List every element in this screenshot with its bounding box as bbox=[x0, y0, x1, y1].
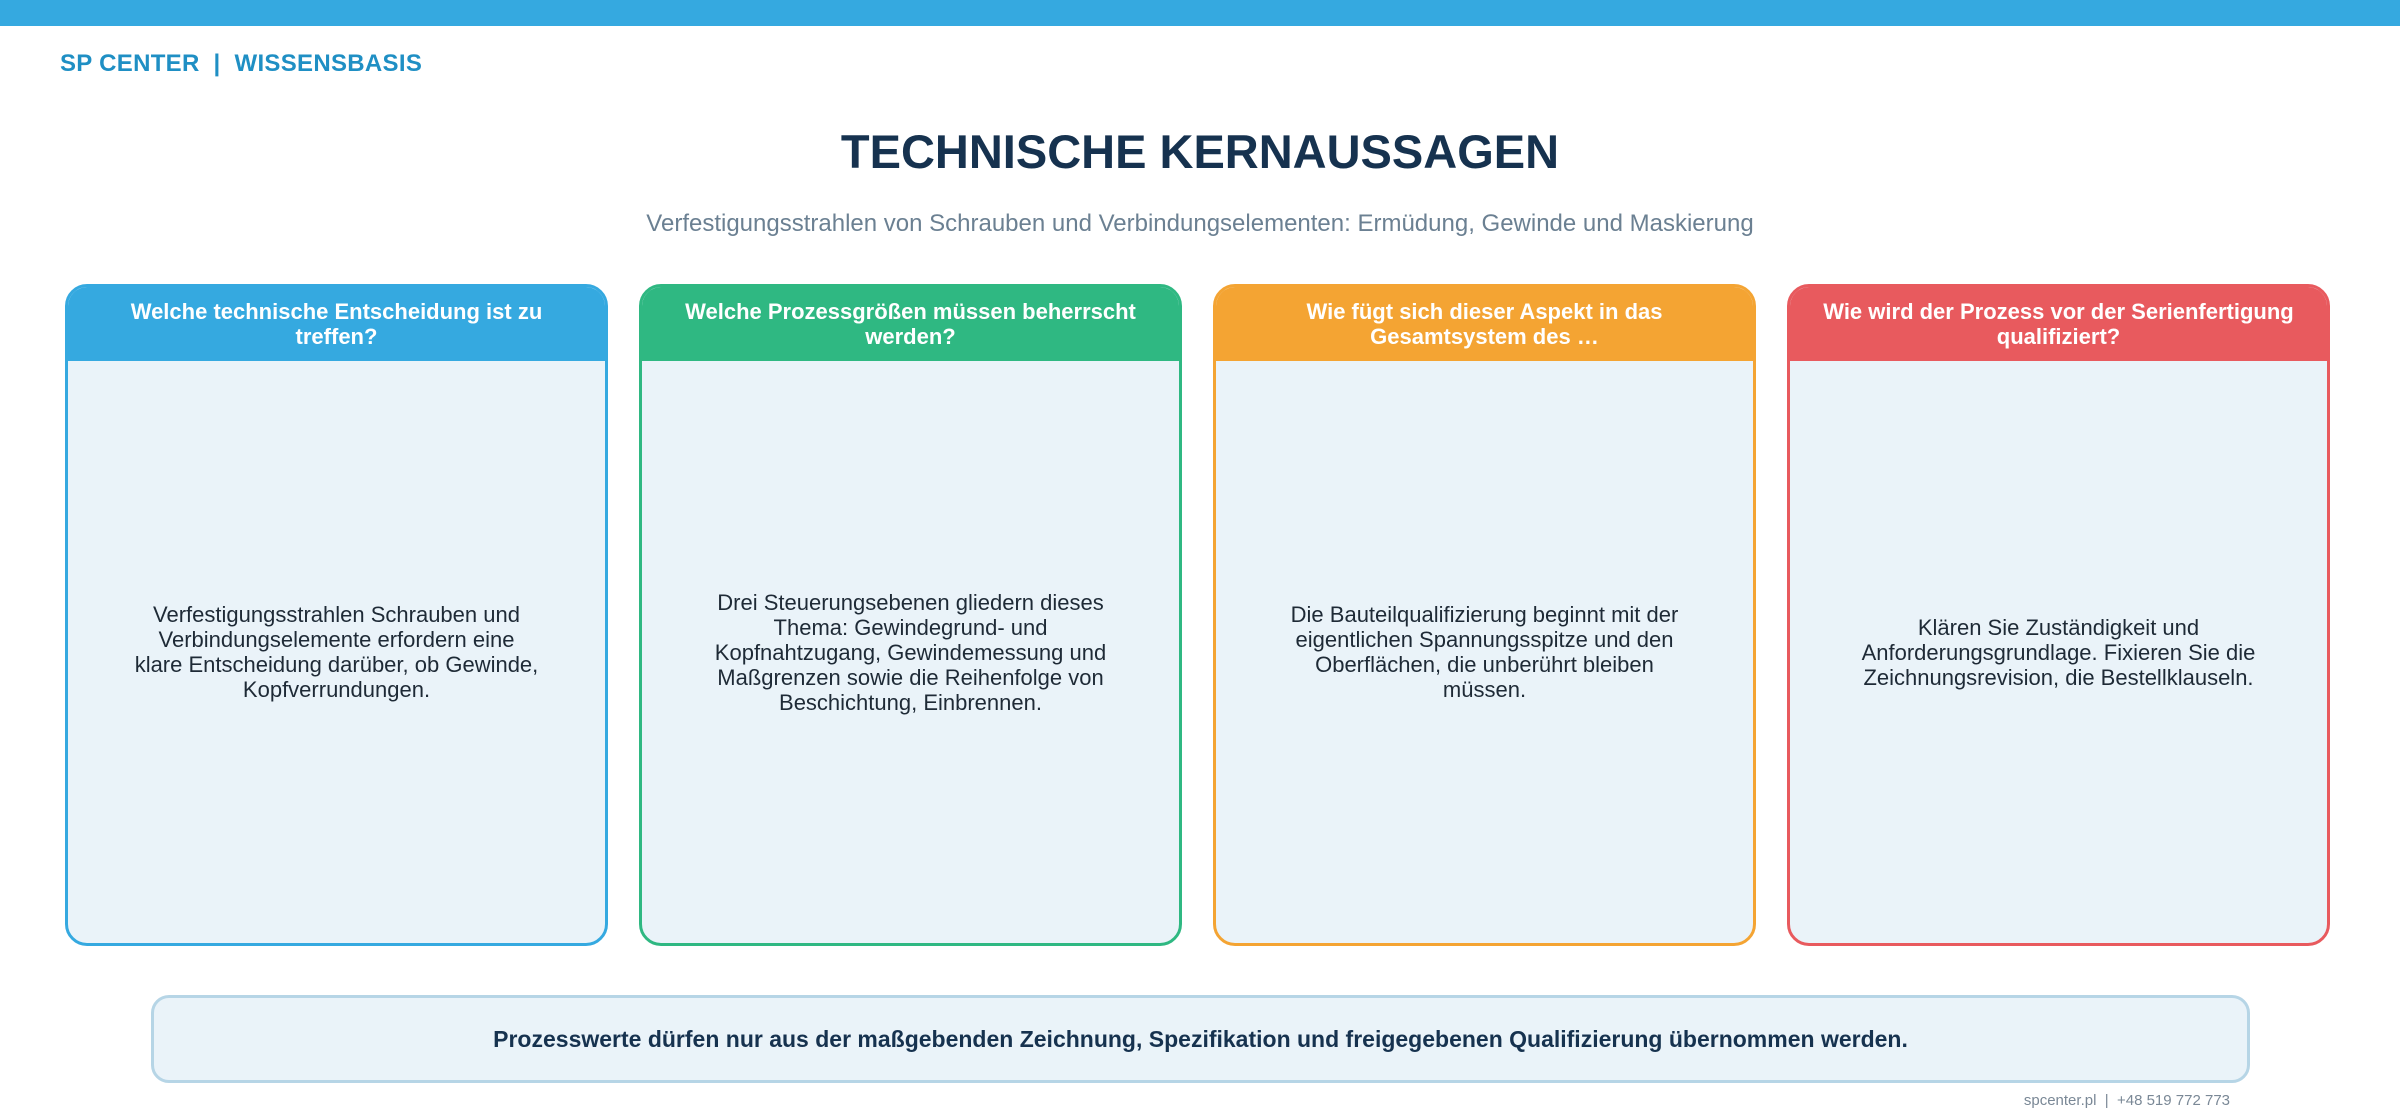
card-qualification bbox=[1787, 284, 2330, 946]
brand-label: SP CENTER | WISSENSBASIS bbox=[60, 50, 423, 77]
top-accent-bar bbox=[0, 0, 2400, 26]
card-header: Welche Prozessgrößen müssen beherrscht werden? bbox=[642, 287, 1179, 361]
footer-contact: spcenter.pl | +48 519 772 773 bbox=[2023, 1092, 2230, 1109]
card-system-integration bbox=[1213, 284, 1756, 946]
card-body: Die Bauteilqualifizierung beginnt mit der eigentlichen Spannungsspitze und den Oberflächen, die unberührt bleiben müssen. bbox=[1290, 602, 1679, 702]
key-note-box bbox=[151, 995, 2250, 1083]
page-subtitle: Verfestigungsstrahlen von Schrauben und Verbindungselementen: Ermüdung, Gewinde und Maskierung bbox=[646, 210, 1754, 237]
page-title: TECHNISCHE KERNAUSSAGEN bbox=[840, 125, 1560, 178]
card-process-parameters bbox=[639, 284, 1182, 946]
card-header: Wie fügt sich dieser Aspekt in das Gesamtsystem des … bbox=[1216, 287, 1753, 361]
card-body: Klären Sie Zuständigkeit und Anforderungsgrundlage. Fixieren Sie die Zeichnungsrevision, die Bestellklauseln. bbox=[1861, 614, 2256, 690]
card-header: Wie wird der Prozess vor der Serienfertigung qualifiziert? bbox=[1790, 287, 2327, 361]
card-technical-decision bbox=[65, 284, 608, 946]
key-note-text: Prozesswerte dürfen nur aus der maßgebenden Zeichnung, Spezifikation und freigegebenen Qualifizierung übernommen werden. bbox=[493, 1025, 1908, 1052]
card-body: Drei Steuerungsebenen gliedern dieses Thema: Gewindegrund- und Kopfnahtzugang, Gewindemessung und Maßgrenzen sowie die Reihenfolge von Beschichtung, Einbrennen. bbox=[714, 589, 1107, 715]
card-body: Verfestigungsstrahlen Schrauben und Verbindungselemente erfordern eine klare Entscheidung darüber, ob Gewinde, Kopfverrundungen. bbox=[134, 602, 539, 702]
card-header: Welche technische Entscheidung ist zu treffen? bbox=[68, 287, 605, 361]
